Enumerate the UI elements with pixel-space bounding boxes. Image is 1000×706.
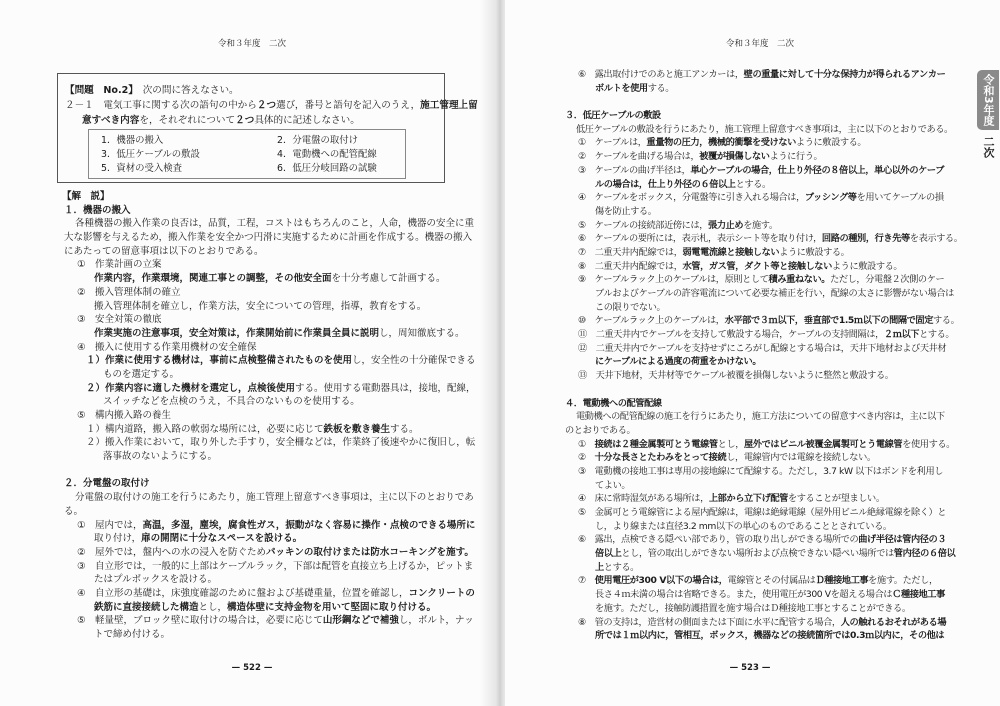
emphasis-text: ２つ xyxy=(235,115,255,126)
text-segment: ④ 搬入に使用する作業用機材の安全確保 xyxy=(77,341,257,353)
text-line xyxy=(62,505,476,519)
emphasis-text: にケーブルによる過度の荷重をかけない。 xyxy=(595,356,762,368)
emphasis-text: ４．電動機への配管配線 xyxy=(565,397,662,409)
text-line xyxy=(62,519,476,533)
emphasis-text: 張力止め xyxy=(708,219,744,231)
text-line xyxy=(62,409,476,423)
text-segment: を使用する。 xyxy=(902,438,955,450)
text-segment: ③ ケーブルの曲げ半径は， xyxy=(578,164,691,176)
text-line xyxy=(563,273,963,287)
emphasis-text: 屋外ではビニル被覆金属製可とう電線管 xyxy=(744,438,903,450)
text-segment: ように敷設する。 xyxy=(831,260,903,272)
emphasis-text: Ｄ種接地工事 xyxy=(815,575,869,587)
emphasis-text: 高温，多湿，塵埃，腐食性ガス，振動がなく容易に操作・点検のできる場所に xyxy=(142,519,476,531)
emphasis-text: 重量物の圧力，機械的衝撃を受けない xyxy=(646,137,796,149)
text-line xyxy=(62,587,476,601)
text-segment: ⑥ ケーブルの要所には，表示札，表示シート等を取り付け， xyxy=(578,233,822,245)
emphasis-text: 構造体壁に支持金物を用いて堅固に取り付ける。 xyxy=(227,601,437,613)
text-segment: ２－１ 電気工事に関する次の語句の中から xyxy=(65,100,257,111)
text-line xyxy=(563,451,963,465)
text-segment: ⑦ 二重天井内配線では， xyxy=(578,246,683,258)
text-segment: ブルおよびケーブルの許容電流について必要な補正を行い，配線の太さに影響がない場合は xyxy=(595,288,954,299)
text-segment: ③ 電動機の接地工事は専用の接地線にて配線する。ただし，3.7 kW 以下はボンドを利用し xyxy=(578,465,944,477)
text-segment: 分電盤の取付けの施工を行うにあたり，施工管理上留意すべき事項は，主に以下のとおりであ xyxy=(75,492,474,504)
emphasis-text: ３．低圧ケーブルの敷設 xyxy=(565,110,661,122)
text-segment: を十分考慮して計画する。 xyxy=(331,273,446,285)
text-line xyxy=(563,136,963,150)
text-line xyxy=(563,123,963,137)
text-line xyxy=(563,232,963,246)
text-line xyxy=(62,573,476,587)
text-segment: 搬入管理体制を確立し，作業方法，安全についての管理，指導，教育をする。 xyxy=(94,300,427,312)
text-line xyxy=(62,436,476,450)
text-line xyxy=(563,629,963,643)
question-title xyxy=(65,83,239,98)
text-line xyxy=(62,491,476,505)
option-1: 1．機器の搬入 xyxy=(101,135,164,146)
text-segment: ⑧ 二重天井内配線では， xyxy=(578,260,683,272)
text-line xyxy=(563,602,963,616)
emphasis-text: コンクリートの xyxy=(408,587,475,599)
emphasis-text: 山形鋼などで補強 xyxy=(322,615,399,627)
question-text xyxy=(65,98,478,113)
page-number: — 523 — xyxy=(729,663,771,673)
explanation-text-continued xyxy=(563,68,963,643)
text-line xyxy=(563,547,963,561)
options-box xyxy=(88,129,406,179)
text-line xyxy=(62,395,476,409)
emphasis-text: ２ｍ以下 xyxy=(883,329,920,341)
emphasis-text: 弱電電流線と接触しない xyxy=(682,246,780,258)
emphasis-text: 所では１ｍ以内に，管相互，ボックス，機器などの接続箇所では0.3ｍ以内に，その他は xyxy=(595,630,945,642)
text-segment: ⑦ xyxy=(578,575,595,587)
text-segment: ただし，分電盤２次側のケー xyxy=(830,274,945,286)
text-segment: 長さ４ｍ未満の場合は省略できる。また，使用電圧が300 Vを超える場合は xyxy=(595,589,893,601)
emphasis-text: パッキンの取付けまたは防水コーキングを施す。 xyxy=(266,546,474,558)
text-segment: とする。 xyxy=(919,329,955,341)
text-line xyxy=(563,533,963,547)
text-line xyxy=(62,217,476,231)
emphasis-text: 扉の開閉に十分なスペースを設ける。 xyxy=(141,533,303,545)
text-line xyxy=(62,286,476,300)
text-line xyxy=(62,423,476,437)
text-segment: を，それぞれについて xyxy=(139,115,236,126)
text-segment: ⑨ ケーブルラック上のケーブルは，原則として xyxy=(578,274,769,286)
blank-line xyxy=(563,95,963,109)
emphasis-text: 壁の重量に対して十分な保持力が得られるアンカー xyxy=(743,69,946,80)
option-3: 3．低圧ケーブルの敷設 xyxy=(101,149,200,160)
emphasis-text: 回路の種別，行き先等 xyxy=(821,233,910,245)
text-segment: ⑪ 二重天井内でケーブルを支持して敷設する場合，ケーブルの支持間隔は， xyxy=(578,329,884,341)
emphasis-text: 人の触れるおそれがある場 xyxy=(840,616,947,628)
text-segment: ⑤ 軽量壁，ブロック壁に取付けの場合は，必要に応じて xyxy=(77,615,323,627)
text-line xyxy=(62,601,476,615)
text-segment: し，電線管内では電線を接続しない。 xyxy=(726,452,876,464)
text-segment: を表示する。 xyxy=(909,233,963,245)
text-line xyxy=(62,382,476,396)
text-segment: ② 搬入管理体制の確立 xyxy=(77,286,181,298)
text-line xyxy=(62,368,476,382)
text-line xyxy=(563,424,963,438)
text-line xyxy=(62,354,476,368)
text-segment: ④ ケーブルをボックス，分電盤等に引き入れる場合は， xyxy=(578,192,805,204)
emphasis-text: 水平部で３ｍ以下，垂直部で1.5ｍ以下の間隔で固定 xyxy=(724,315,934,327)
emphasis-text: 接続は２種金属製可とう電線管 xyxy=(594,438,718,450)
text-segment: ２）搬入作業において，取り外した手すり，安全柵などは，作業終了後速やかに復旧し，転 xyxy=(86,437,476,449)
text-line xyxy=(563,219,963,233)
text-segment: し，より線または直径3.2 mm以下の単心のものであることとされている。 xyxy=(595,520,892,532)
text-line xyxy=(563,178,963,192)
running-head: 令和３年度 二次 xyxy=(217,39,287,49)
emphasis-text: 積み重ねない。 xyxy=(768,274,831,286)
text-segment: １）構内道路，搬入路の軟弱な場所には，必要に応じて xyxy=(86,423,324,435)
text-line xyxy=(563,588,963,602)
emphasis-text: 被覆が損傷しない xyxy=(699,151,770,163)
text-segment: を用いてケーブルの損 xyxy=(856,192,944,204)
emphasis-text: ２）作業内容に適した機材を選定し，点検後使用 xyxy=(86,382,296,394)
text-segment: ① 屋内では， xyxy=(77,519,143,531)
text-line xyxy=(563,328,963,342)
emphasis-text: 施工管理上留 xyxy=(420,100,478,111)
text-line xyxy=(62,245,476,259)
text-segment: ⑬ 天井下地材，天井材等でケーブル被覆を損傷しないように整然と敷設する。 xyxy=(578,370,894,382)
text-segment: スイッチなどを点検のうえ，不具合のないものを使用する。 xyxy=(103,396,360,408)
text-segment: 大な影響を与えるため，搬入作業を安全かつ円滑に実施するために計画を作成する。機器の搬入 xyxy=(64,232,473,244)
option-6: 6．低圧分岐回路の試験 xyxy=(277,163,377,174)
emphasis-text: 上部から立下げ配管 xyxy=(708,493,788,505)
text-segment: てよい。 xyxy=(595,479,631,491)
section-heading xyxy=(62,204,476,218)
section-heading xyxy=(563,109,963,123)
text-line xyxy=(563,410,963,424)
text-segment: し，周知徹底する。 xyxy=(379,327,465,339)
question-box xyxy=(57,73,478,183)
text-line xyxy=(563,561,963,575)
text-line xyxy=(563,479,963,493)
text-segment: ① ケーブルは， xyxy=(578,137,647,149)
section-heading xyxy=(62,190,476,204)
text-segment: ように敷設する。 xyxy=(795,137,867,149)
section-heading xyxy=(563,397,963,411)
text-segment: する。 xyxy=(933,315,960,327)
text-line xyxy=(62,560,476,574)
text-segment: ⑧ 管の支持は，造営材の側面または下面に水平に配管する場合， xyxy=(578,616,841,628)
section-heading xyxy=(62,477,476,491)
text-segment: とする。 xyxy=(735,178,771,190)
emphasis-text: 意すべき内容 xyxy=(82,115,140,126)
emphasis-text: ２つ xyxy=(256,100,277,111)
text-segment: ② 屋外では，盤内への水の浸入を防ぐため xyxy=(77,546,267,558)
text-segment: ⑥ 露出，点検できる隠ぺい部であり，管の取り出しができる場所での xyxy=(578,534,859,546)
text-segment: ⑩ ケーブルラック上のケーブルは， xyxy=(578,315,725,327)
text-segment: ⑤ 金属可とう電線管による屋内配線は，電線は絶縁電線（屋外用ビニル絶縁電線を除く）と xyxy=(578,507,947,518)
text-segment: ③ 安全対策の徹底 xyxy=(77,314,162,326)
emphasis-text: 管内径の６倍以 xyxy=(893,548,956,560)
text-segment: る。 xyxy=(64,505,84,517)
text-segment: 次の問に答えなさい。 xyxy=(133,85,239,96)
option-4: 4．電動機への配管配線 xyxy=(277,149,377,160)
text-line xyxy=(563,164,963,178)
text-segment: のとおりである。 xyxy=(565,424,636,436)
emphasis-text: 曲げ半径は管内径の３ xyxy=(858,534,947,546)
text-line xyxy=(62,532,476,546)
text-segment: 落事故のないようにする。 xyxy=(103,451,218,463)
text-line xyxy=(563,369,963,383)
text-segment: ② xyxy=(578,452,595,464)
emphasis-text: 単心ケーブルの場合，仕上り外径の８倍以上，単心以外のケーブ xyxy=(690,164,945,176)
emphasis-text: ボルトを使用 xyxy=(595,82,648,94)
text-line xyxy=(563,191,963,205)
text-line xyxy=(62,300,476,314)
text-segment: ④ 自立形の基礎は，床強度確認のために盤および基礎重量，位置を確認し， xyxy=(77,587,409,599)
text-segment: トで締め付ける。 xyxy=(94,629,171,640)
text-segment: ① 作業計画の立案 xyxy=(77,259,162,271)
text-line xyxy=(62,546,476,560)
text-segment: ⑤ ケーブルの接続部近傍には， xyxy=(578,219,709,231)
text-line xyxy=(62,341,476,355)
text-segment: 取り付け， xyxy=(94,533,142,545)
text-segment: 各種機器の搬入作業の良否は，品質，工程，コストはもちろんのこと，人命，機器の安全に重 xyxy=(75,218,475,230)
text-line xyxy=(563,574,963,588)
text-line xyxy=(563,492,963,506)
text-line xyxy=(563,205,963,219)
text-segment: を施す。ただし， xyxy=(868,575,938,587)
emphasis-text: 作業内容，作業環境，関連工事との調整，その他安全面 xyxy=(94,273,332,285)
text-segment: ものを選定する。 xyxy=(103,368,180,380)
emphasis-text: 作業実施の注意事項，安全対策は，作業開始前に作業員全員に説明 xyxy=(94,327,380,339)
exam-stage-label: 二次 xyxy=(982,136,995,158)
text-line xyxy=(563,260,963,274)
blank-line xyxy=(62,464,476,478)
text-line xyxy=(563,82,963,96)
text-segment: ③ 自立形では，一般的に上部はケーブルラック，下部は配管を直接立ち上げるか，ピットま xyxy=(77,560,474,572)
text-segment: する。 xyxy=(647,82,675,94)
text-segment: 低圧ケーブルの敷設を行うにあたり，施工管理上留意すべき事項は，主に以下のとおりである。 xyxy=(576,123,953,135)
text-segment: する。 xyxy=(390,423,419,435)
text-line xyxy=(62,327,476,341)
text-line xyxy=(62,258,476,272)
text-segment: とする。 xyxy=(603,561,639,573)
text-segment: とし， xyxy=(198,601,228,613)
text-segment: 電動機への配管配線の施工を行うにあたり，施工方法についての留意すべき内容は，主に以下 xyxy=(576,411,945,423)
left-page xyxy=(0,0,495,706)
emphasis-text: ブッシング等 xyxy=(804,192,857,204)
emphasis-text: Ｃ種接地工事 xyxy=(892,589,945,601)
text-segment: を施す。 xyxy=(743,219,778,231)
text-line xyxy=(563,342,963,356)
emphasis-text: 上 xyxy=(595,561,604,573)
text-segment: とし， xyxy=(717,438,745,450)
text-line xyxy=(62,231,476,245)
text-segment: ⑤ 構内搬入路の養生 xyxy=(77,410,172,421)
emphasis-text: ２．分電盤の取付け xyxy=(64,478,150,490)
text-segment: ⑥ 露出取付けでのあと施工アンカーは， xyxy=(578,69,744,80)
emphasis-text: 倍以上 xyxy=(595,548,622,560)
text-segment: 選び，番号と語句を記入のうえ， xyxy=(276,100,421,111)
text-segment: ① xyxy=(578,438,595,450)
text-line xyxy=(62,450,476,464)
text-segment: 傷を防止する。 xyxy=(595,205,657,217)
text-line xyxy=(62,628,476,642)
text-segment: する。使用する電動器具は，接地，配線， xyxy=(295,382,476,394)
emphasis-text: 水管，ガス管，ダクト等と接触しない xyxy=(682,260,832,272)
text-line xyxy=(563,68,963,82)
text-line xyxy=(563,465,963,479)
question-text-cont xyxy=(82,113,360,128)
text-segment: ⑫ 二重天井内でケーブルを支持せずにころがし配線とする場合は，天井下地材および天井材 xyxy=(578,342,947,354)
text-line xyxy=(62,313,476,327)
text-line xyxy=(563,301,963,315)
year-index-tab: 令和3年度 xyxy=(977,70,999,130)
text-line xyxy=(563,246,963,260)
text-segment: ように行う。 xyxy=(769,151,823,163)
emphasis-text: １）作業に使用する機材は，事前に点検整備されたものを使用 xyxy=(86,355,353,367)
text-line xyxy=(563,355,963,369)
text-line xyxy=(563,314,963,328)
emphasis-text: 【解 説】 xyxy=(62,191,110,202)
text-segment: ② ケーブルを曲げる場合は， xyxy=(578,151,700,163)
text-segment: にあたっての留意事項は以下のとおりである。 xyxy=(64,245,264,257)
text-line xyxy=(563,616,963,630)
running-head: 令和３年度 二次 xyxy=(725,39,795,49)
emphasis-text: 鉄筋に直接接続した構造 xyxy=(94,601,199,613)
emphasis-text: 鉄板を敷き養生 xyxy=(323,423,391,435)
emphasis-text: 使用電圧が300 V以下の場合は， xyxy=(594,575,728,587)
text-segment: し，安全性の十分確保できる xyxy=(352,355,476,367)
text-line xyxy=(563,150,963,164)
emphasis-text: ルの場合は，仕上り外径の６倍以上 xyxy=(595,178,736,190)
explanation-text xyxy=(62,190,476,642)
text-line xyxy=(563,520,963,534)
option-2: 2．分電盤の取付け xyxy=(277,135,358,146)
text-segment: ように敷設する。 xyxy=(779,246,850,258)
blank-line xyxy=(563,383,963,397)
text-line xyxy=(563,506,963,520)
option-5: 5．資材の受入検査 xyxy=(101,163,182,174)
text-segment: を施す。ただし，接触防護措置を施す場合はＤ種接地工事とすることができる。 xyxy=(595,602,911,614)
emphasis-text: １．機器の搬入 xyxy=(64,204,131,216)
emphasis-text: 【問題 No.2】 xyxy=(65,85,134,96)
emphasis-text: 十分な長さとたわみをとって接続 xyxy=(594,452,727,464)
text-segment: この限りでない。 xyxy=(595,301,666,313)
text-line xyxy=(563,438,963,452)
text-segment: 電線管とその付属品は xyxy=(727,575,816,587)
text-segment: 具体的に記述しなさい。 xyxy=(254,115,360,126)
text-line xyxy=(563,287,963,301)
text-line xyxy=(62,272,476,286)
page-number: — 522 — xyxy=(231,663,273,673)
text-segment: ④ 床に常時湿気がある場所は， xyxy=(578,493,709,505)
text-segment: し，ボルト，ナッ xyxy=(398,615,474,627)
text-line xyxy=(62,614,476,628)
text-segment: をすることが望ましい。 xyxy=(787,493,885,505)
text-segment: たはプルボックスを設ける。 xyxy=(94,574,218,586)
text-segment: とし，管の取出しができない場所および点検できない隠ぺい場所では xyxy=(621,548,894,560)
